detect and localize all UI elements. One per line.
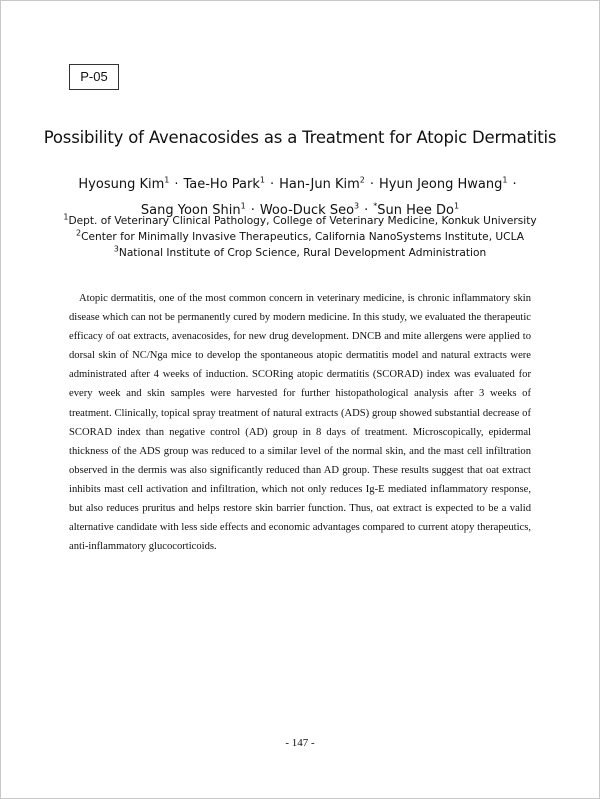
affiliation: $^3$National Institute of Crop Science, Rural Development Administration [113,244,487,259]
author: Han-Jun Kim$^2$ [279,175,365,192]
paper-title: Possibility of Avenacosides as a Treatment for Atopic Dermatitis [43,128,557,147]
author-separator: · [269,177,275,192]
page-number: - 147 - [285,737,315,749]
author: Sang Yoon Shin$^1$ [140,201,246,218]
poster-code-box: P-05 [69,64,119,90]
author: Woo-Duck Seo$^3$ [259,201,360,218]
author-separator: · [174,177,179,192]
author: Hyosung Kim$^1$ [78,175,170,192]
author-separator: · [512,177,517,192]
corresponding-author: *Sun Hee Do$^1$ [373,201,460,218]
corresponding-mark: * [373,201,378,211]
author-separator: · [369,177,374,192]
author: Tae-Ho Park$^1$ [183,175,265,192]
affiliation: $^1$Dept. of Veterinary Clinical Pathology, College of Veterinary Medicine, Konkuk University [63,212,537,227]
affiliation-list [0,213,600,261]
abstract-body: Atopic dermatitis, one of the most common concern in veterinary medicine, is chronic inflammatory skin disease which can not be permanently cured by modern medicine. In this study, we evaluated the therapeutic efficacy of oat extracts, avenacosides, for new drug development. DNCB and mite allergens were applied to dorsal skin of NC/Nga mice to develop the spontaneous atopic dermatitis model and natural extracts were administrated after 4 weeks of induction. SCORing atopic dermatitis (SCORAD) index was evaluated for every week and skin samples were harvested for further histopathological analysis after 3 weeks of treatment. Clinically, topical spray treatment of natural extracts (ADS) group showed substantial decrease of SCORAD index than negative control (AD) group in 8 days of treatment. Microscopically, epidermal thickness of the ADS group was reduced to a similar level of the normal skin, and the mast cell infiltration observed in the dermis was also significantly reduced than AD group. These results suggest that oat extract inhibits mast cell activation and infiltration, which not only reduces Ig-E mediated inflammatory response, but also reduces pruritus and helps restore skin barrier function. Thus, oat extract is expected to be a valid alternative candidate with less side effects and economic advantages compared to current atopy therapeutics, anti-inflammatory glucocorticoids. [69,293,531,553]
author: Hyun Jeong Hwang$^1$ [379,175,508,192]
author-line-1 [0,172,600,198]
author-separator: · [364,203,369,218]
author-separator: · [250,203,255,218]
affiliation: $^2$Center for Minimally Invasive Therapeutics, California NanoSystems Institute, UCLA [76,228,524,243]
